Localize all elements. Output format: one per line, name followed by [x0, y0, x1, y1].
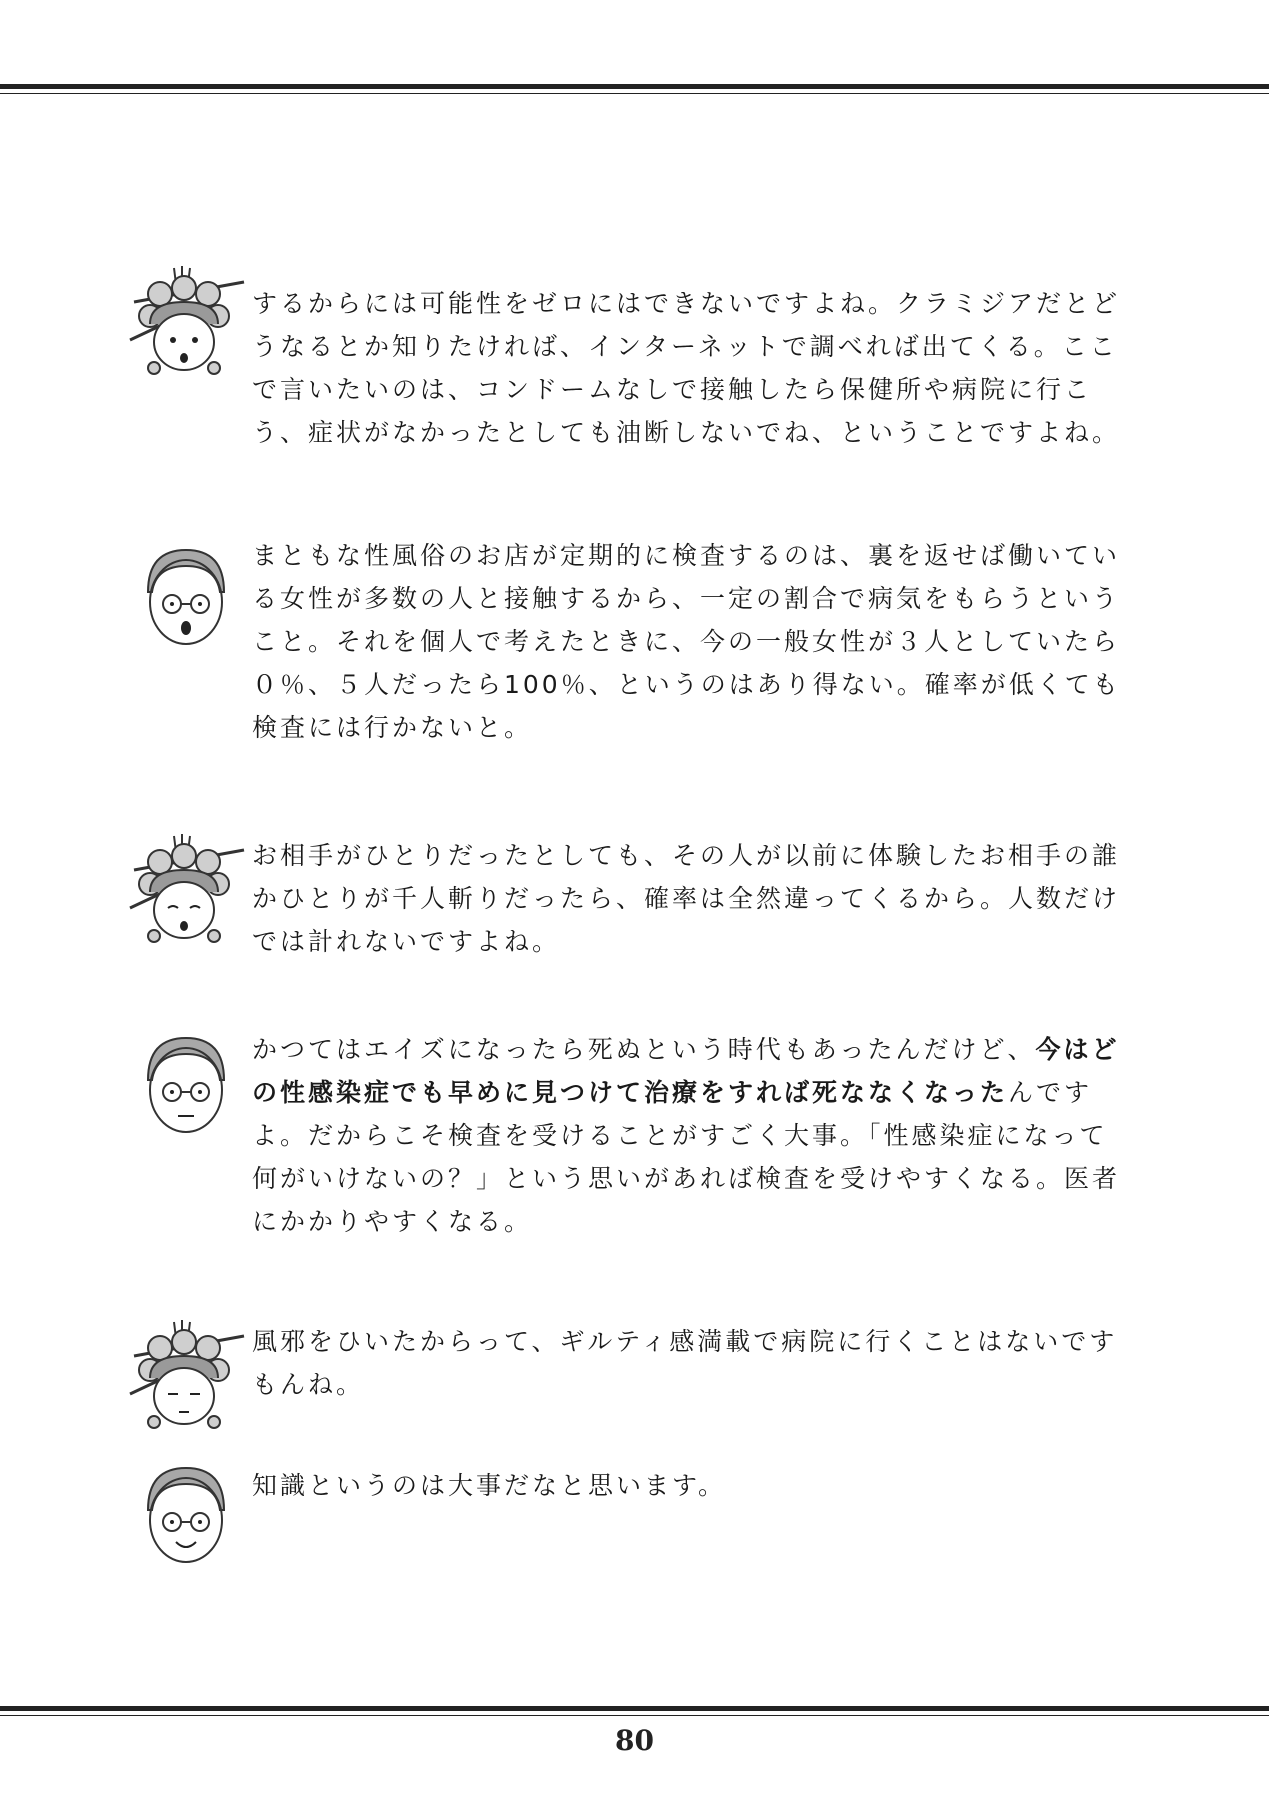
text-part: 知識というのは大事だなと思います。 [252, 1471, 727, 1500]
man-glasses-icon [124, 1020, 252, 1148]
text-part: かつてはエイズになったら死ぬという時代もあったんだけど、 [252, 1035, 1036, 1064]
dialogue-text [252, 1028, 1132, 1243]
text-part: んですよ。だからこそ検査を受けることがすごく大事。「性感染症になって何がいけないの？」という思いがあれば検査を受けやすくなる。医者にかかりやすくなる。 [252, 1078, 1121, 1236]
man-glasses-icon [124, 1450, 252, 1578]
girl-curlers-icon [124, 830, 252, 958]
text-part: まともな性風俗のお店が定期的に検査するのは、裏を返せば働いている女性が多数の人と接触するから、一定の割合で病気をもらうということ。それを個人で考えたときに、今の一般女性が３人としていたら０％、５人だったら100％、というのはあり得ない。確率が低くても検査には行かないと。 [252, 541, 1121, 742]
bottom-border-rule [0, 1706, 1269, 1716]
page-number: 80 [615, 1724, 654, 1757]
text-part: するからには可能性をゼロにはできないですよね。クラミジアだとどうなるとか知りたければ、インターネットで調べれば出てくる。ここで言いたいのは、コンドームなしで接触したら保健所や病院に行こう、症状がなかったとしても油断しないでね、ということですよね。 [252, 289, 1121, 447]
man-glasses-icon [124, 532, 252, 660]
dialogue-text [252, 534, 1132, 749]
dialogue-text [252, 1464, 1132, 1507]
dialogue-text [252, 834, 1132, 963]
text-part: 風邪をひいたからって、ギルティ感満載で病院に行くことはないですもんね。 [252, 1327, 1118, 1399]
dialogue-text [252, 1320, 1132, 1406]
girl-curlers-icon [124, 1316, 252, 1444]
emphasis-text: 今はどの性感染症でも早めに見つけて治療をすれば死ななくなった [252, 1035, 1120, 1107]
text-part: お相手がひとりだったとしても、その人が以前に体験したお相手の誰かひとりが千人斬りだったら、確率は全然違ってくるから。人数だけでは計れないですよね。 [252, 841, 1121, 956]
girl-curlers-icon [124, 262, 252, 390]
dialogue-text [252, 282, 1132, 454]
top-border-rule [0, 84, 1269, 94]
